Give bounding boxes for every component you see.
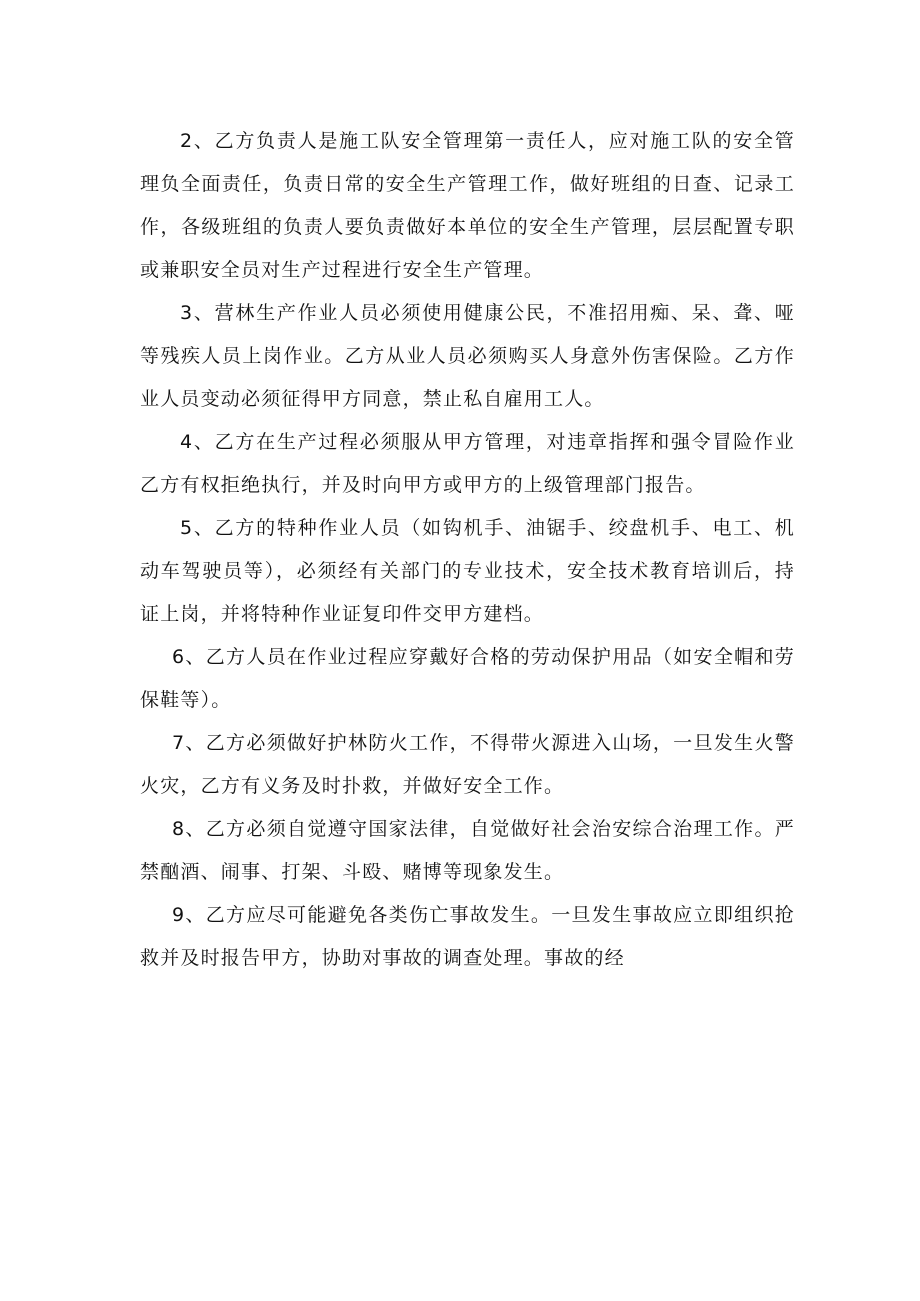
clause-2: 2、乙方负责人是施工队安全管理第一责任人，应对施工队的安全管理负全面责任，负责日常的安全生产管理工作，做好班组的日查、记录工作，各级班组的负责人要负责做好本单位的安全生产管理，层层配置专职或兼职安全员对生产过程进行安全生产管理。 <box>140 130 795 281</box>
clause-3: 3、营林生产作业人员必须使用健康公民，不准招用痴、呆、聋、哑等残疾人员上岗作业。乙方从业人员必须购买人身意外伤害保险。乙方作业人员变动必须征得甲方同意，禁止私自雇用工人。 <box>140 302 795 410</box>
clause-6: 6、乙方人员在作业过程应穿戴好合格的劳动保护用品（如安全帽和劳保鞋等）。 <box>140 646 795 711</box>
document-body <box>140 120 795 980</box>
clause-4: 4、乙方在生产过程必须服从甲方管理，对违章指挥和强令冒险作业乙方有权拒绝执行，并及时向甲方或甲方的上级管理部门报告。 <box>140 431 795 496</box>
clause-8: 8、乙方必须自觉遵守国家法律，自觉做好社会治安综合治理工作。严禁酗酒、闹事、打架、斗殴、赌博等现象发生。 <box>140 818 795 883</box>
clause-5: 5、乙方的特种作业人员（如钩机手、油锯手、绞盘机手、电工、机动车驾驶员等），必须经有关部门的专业技术，安全技术教育培训后，持证上岗，并将特种作业证复印件交甲方建档。 <box>140 517 795 625</box>
clause-9: 9、乙方应尽可能避免各类伤亡事故发生。一旦发生事故应立即组织抢救并及时报告甲方，协助对事故的调查处理。事故的经 <box>140 904 795 969</box>
clause-7: 7、乙方必须做好护林防火工作，不得带火源进入山场，一旦发生火警火灾，乙方有义务及时扑救，并做好安全工作。 <box>140 732 795 797</box>
